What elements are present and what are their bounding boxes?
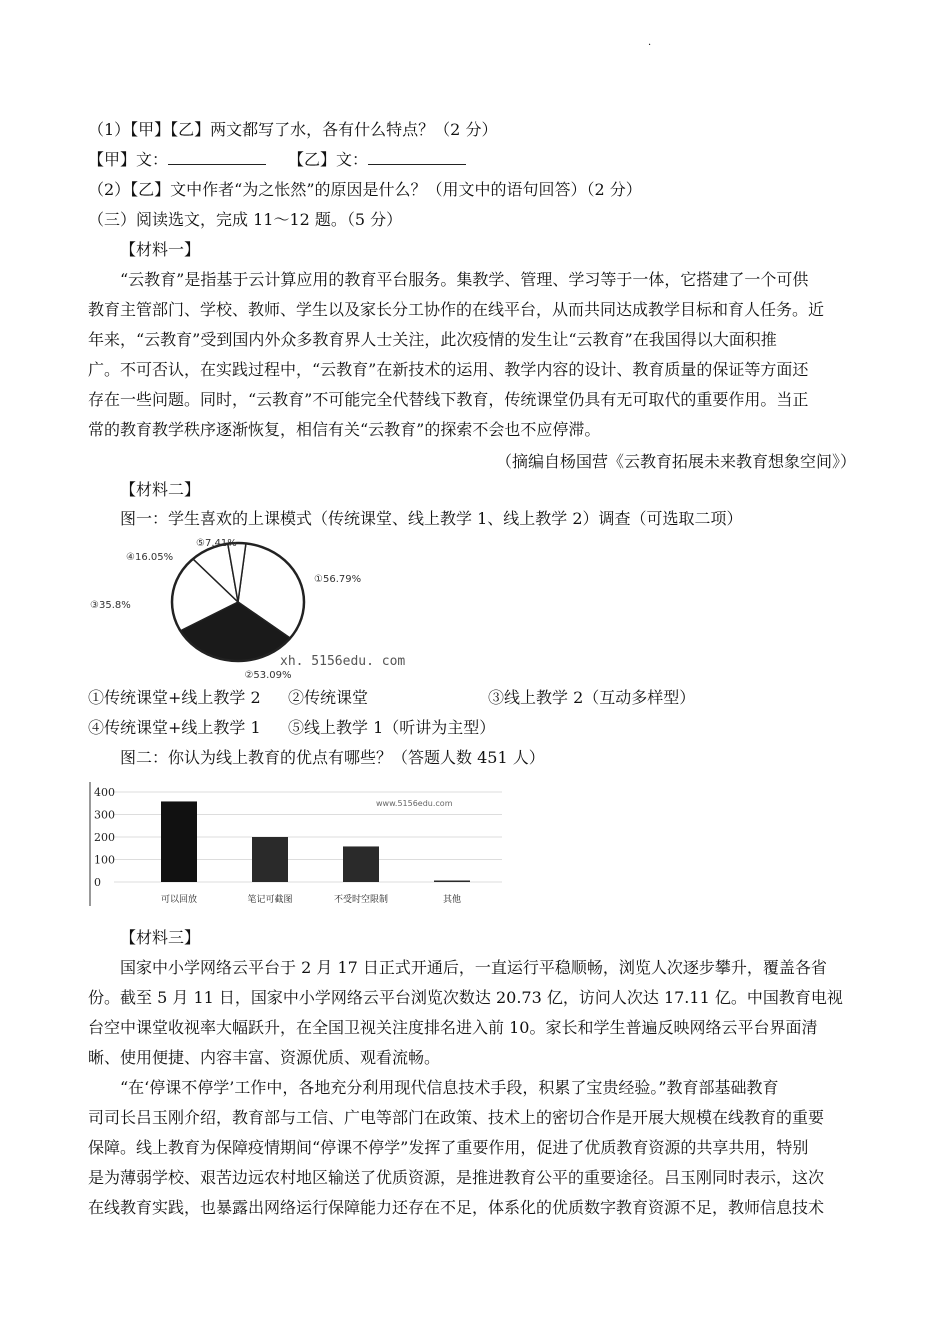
- figure-1-title: 图一：学生喜欢的上课模式（传统课堂、线上教学 1、线上教学 2）调查（可选取二项）: [120, 509, 743, 528]
- bar-category-label: 笔记可截图: [247, 895, 293, 905]
- material-2-heading: 【材料二】: [120, 480, 201, 499]
- bar-rect: [343, 846, 379, 882]
- question-1-answer-row: [88, 149, 466, 171]
- answer-yi-label: 【乙】文：: [288, 150, 369, 169]
- bar-y-tick: 100: [94, 853, 115, 867]
- pie-label: ②53.09%: [244, 670, 292, 681]
- pie-label: ④16.05%: [126, 552, 174, 563]
- bar-y-tick: 200: [94, 831, 115, 844]
- legend-item-4: ④传统课堂+线上教学 1: [88, 718, 261, 737]
- legend-item-1: ①传统课堂+线上教学 2: [88, 688, 261, 707]
- pie-label: ⑤7.41%: [196, 538, 237, 549]
- pie-label: ③35.8%: [90, 600, 131, 611]
- question-2: （2）【乙】文中作者“为之怅然”的原因是什么？（用文中的语句回答）（2 分）: [88, 180, 642, 199]
- material-3-line: 份。截至 5 月 11 日，国家中小学网络云平台浏览次数达 20.73 亿，访问人次达 17.11 亿。中国教育电视: [88, 988, 843, 1007]
- bar-rect: [434, 881, 470, 883]
- material-3-line: 司司长吕玉刚介绍，教育部与工信、广电等部门在政策、技术上的密切合作是开展大规模在线教育的重要: [88, 1108, 825, 1127]
- material-3-heading: 【材料三】: [120, 928, 201, 947]
- bar-rect: [161, 801, 197, 882]
- bar-category-label: 其他: [442, 895, 462, 905]
- bar-y-tick: 400: [94, 786, 115, 799]
- answer-jia-label: 【甲】文：: [88, 150, 169, 169]
- legend-item-5: ⑤线上教学 1（听讲为主型）: [288, 718, 496, 737]
- material-1-line: 常的教育教学秩序逐渐恢复，相信有关“云教育”的探索不会也不应停滞。: [88, 420, 601, 439]
- material-1-source: （摘编自杨国营《云教育拓展未来教育想象空间》）: [495, 452, 856, 471]
- question-1: （1）【甲】【乙】两文都写了水，各有什么特点？（2 分）: [88, 120, 498, 139]
- figure-2-title: 图二：你认为线上教育的优点有哪些？（答题人数 451 人）: [120, 748, 545, 767]
- material-1-heading: 【材料一】: [120, 240, 201, 259]
- material-3-line: 国家中小学网络云平台于 2 月 17 日正式开通后，一直运行平稳顺畅，浏览人次逐步攀升，覆盖各省: [120, 958, 827, 977]
- bar-category-label: 可以回放: [160, 895, 198, 905]
- material-3-line: 晰、使用便捷、内容丰富、资源优质、观看流畅。: [88, 1048, 441, 1067]
- figure-2-bar-chart: [88, 778, 508, 910]
- material-3-line: 保障。线上教育为保障疫情期间“停课不停学”发挥了重要作用，促进了优质教育资源的共享共用，特别: [88, 1138, 809, 1157]
- answer-yi-blank[interactable]: [368, 150, 466, 165]
- section-3-heading: （三）阅读选文，完成 11～12 题。（5 分）: [88, 210, 403, 229]
- pie-label: ①56.79%: [314, 574, 362, 585]
- answer-jia-blank[interactable]: [168, 150, 266, 165]
- material-1-line: 教育主管部门、学校、教师、学生以及家长分工协作的在线平台，从而共同达成教学目标和育人任务。近: [88, 300, 825, 319]
- material-3-line: “在‘停课不停学’工作中，各地充分利用现代信息技术手段，积累了宝贵经验。”教育部基础教育: [120, 1078, 779, 1097]
- bar-rect: [252, 837, 288, 882]
- material-1-line: “云教育”是指基于云计算应用的教育平台服务。集教学、管理、学习等于一体，它搭建了一个可供: [120, 270, 809, 289]
- legend-item-3: ③线上教学 2（互动多样型）: [488, 688, 696, 707]
- figure-1-legend-row: [88, 687, 695, 709]
- legend-item-2: ②传统课堂: [288, 688, 369, 707]
- material-1-line: 年来，“云教育”受到国内外众多教育界人士关注，此次疫情的发生让“云教育”在我国得以大面积推: [88, 330, 777, 349]
- bar-y-tick: 300: [94, 808, 115, 822]
- material-1-line: 广。不可否认，在实践过程中，“云教育”在新技术的运用、教学内容的设计、教育质量的保证等方面还: [88, 360, 809, 379]
- figure-1-pie-chart: [88, 532, 468, 682]
- bar-category-label: 不受时空限制: [333, 895, 389, 905]
- bar-y-tick: 0: [94, 876, 101, 889]
- figure-1-watermark: xh. 5156edu. com: [280, 654, 406, 669]
- material-3-line: 是为薄弱学校、艰苦边远农村地区输送了优质资源，是推进教育公平的重要途径。吕玉刚同时表示，这次: [88, 1168, 825, 1187]
- figure-1-legend-row: [88, 717, 495, 739]
- material-3-line: 台空中课堂收视率大幅跃升，在全国卫视关注度排名进入前 10。家长和学生普遍反映网络云平台界面清: [88, 1018, 818, 1037]
- header-mark: ·: [648, 40, 652, 51]
- material-1-line: 存在一些问题。同时，“云教育”不可能完全代替线下教育，传统课堂仍具有无可取代的重要作用。当正: [88, 390, 809, 409]
- material-3-line: 在线教育实践，也暴露出网络运行保障能力还存在不足，体系化的优质数字教育资源不足，教师信息技术: [88, 1198, 825, 1217]
- figure-2-watermark: www.5156edu.com: [376, 799, 453, 808]
